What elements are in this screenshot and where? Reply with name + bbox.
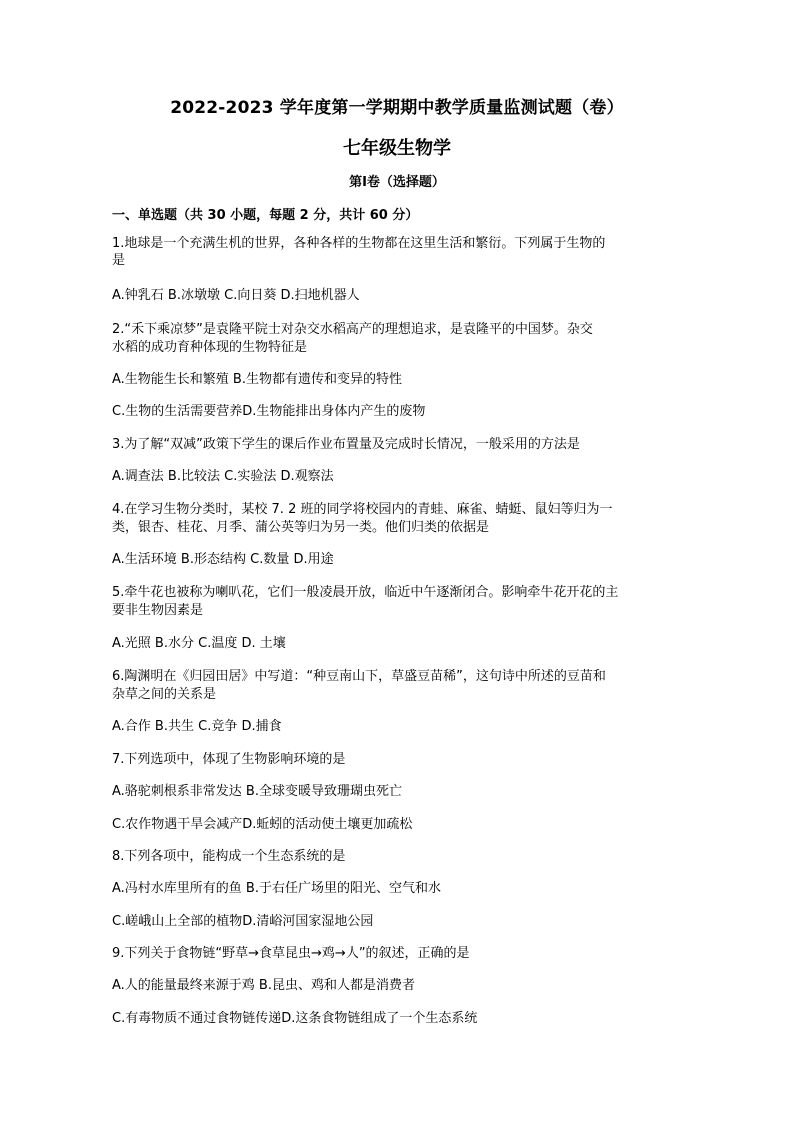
question-3-stem: 3.为了解“双减”政策下学生的课后作业布置量及完成时长情况，一般采用的方法是 xyxy=(112,437,580,452)
question-9-stem: 9.下列关于食物链“野草→食草昆虫→鸡→人”的叙述，正确的是 xyxy=(112,946,470,961)
question-8-options-line-2: C.嵯峨山上全部的植物D.清峪河国家湿地公园 xyxy=(112,914,374,929)
question-8-options-line-1: A.冯村水库里所有的鱼 B.于右任广场里的阳光、空气和水 xyxy=(112,881,441,896)
question-9-options-line-1: A.人的能量最终来源于鸡 B.昆虫、鸡和人都是消费者 xyxy=(112,978,415,993)
question-1-stem-line-2: 是 xyxy=(112,253,126,268)
question-5-stem-line-1: 5.牵牛花也被称为喇叭花，它们一般凌晨开放，临近中午逐渐闭合。影响牵牛花开花的主 xyxy=(112,585,619,600)
question-6-stem-line-1: 6.陶渊明在《归园田居》中写道：“种豆南山下，草盛豆苗稀”，这句诗中所述的豆苗和 xyxy=(112,669,606,684)
exam-subject: 七年级生物学 xyxy=(343,138,451,159)
question-2-options-line-2: C.生物的生活需要营养D.生物能排出身体内产生的废物 xyxy=(112,404,426,419)
question-9-options-line-2: C.有毒物质不通过食物链传递D.这条食物链组成了一个生态系统 xyxy=(112,1011,478,1026)
volume-heading: 第Ⅰ卷（选择题） xyxy=(349,175,445,190)
question-8-stem: 8.下列各项中，能构成一个生态系统的是 xyxy=(112,849,346,864)
question-1-options: A.钟乳石 B.冰墩墩 C.向日葵 D.扫地机器人 xyxy=(112,288,360,303)
question-6-options: A.合作 B.共生 C.竞争 D.捕食 xyxy=(112,719,282,734)
question-5-stem-line-2: 要非生物因素是 xyxy=(112,603,204,618)
question-2-stem-line-2: 水稻的成功育种体现的生物特征是 xyxy=(112,340,308,355)
question-2-stem-line-1: 2.“禾下乘凉梦”是袁隆平院士对杂交水稻高产的理想追求，是袁隆平的中国梦。杂交 xyxy=(112,322,593,337)
section-heading: 一、单选题（共 30 小题，每题 2 分，共计 60 分） xyxy=(112,208,419,223)
question-3-options: A.调查法 B.比较法 C.实验法 D.观察法 xyxy=(112,469,334,484)
question-7-options-line-1: A.骆驼刺根系非常发达 B.全球变暖导致珊瑚虫死亡 xyxy=(112,784,402,799)
exam-title: 2022-2023 学年度第一学期期中教学质量监测试题（卷） xyxy=(170,98,624,118)
question-5-options: A.光照 B.水分 C.温度 D. 土壤 xyxy=(112,636,286,651)
question-1-stem-line-1: 1.地球是一个充满生机的世界，各种各样的生物都在这里生活和繁衍。下列属于生物的 xyxy=(112,236,606,251)
question-2-options-line-1: A.生物能生长和繁殖 B.生物都有遗传和变异的特性 xyxy=(112,372,402,387)
question-4-options: A.生活环境 B.形态结构 C.数量 D.用途 xyxy=(112,552,334,567)
question-7-stem: 7.下列选项中，体现了生物影响环境的是 xyxy=(112,752,346,767)
question-4-stem-line-2: 类，银杏、桂花、月季、蒲公英等归为另一类。他们归类的依据是 xyxy=(112,520,490,535)
question-4-stem-line-1: 4.在学习生物分类时，某校 7. 2 班的同学将校园内的青蛙、麻雀、蜻蜓、鼠妇等归为一 xyxy=(112,502,613,517)
question-6-stem-line-2: 杂草之间的关系是 xyxy=(112,687,217,702)
question-7-options-line-2: C.农作物遇干旱会减产D.蚯蚓的活动使土壤更加疏松 xyxy=(112,817,413,832)
